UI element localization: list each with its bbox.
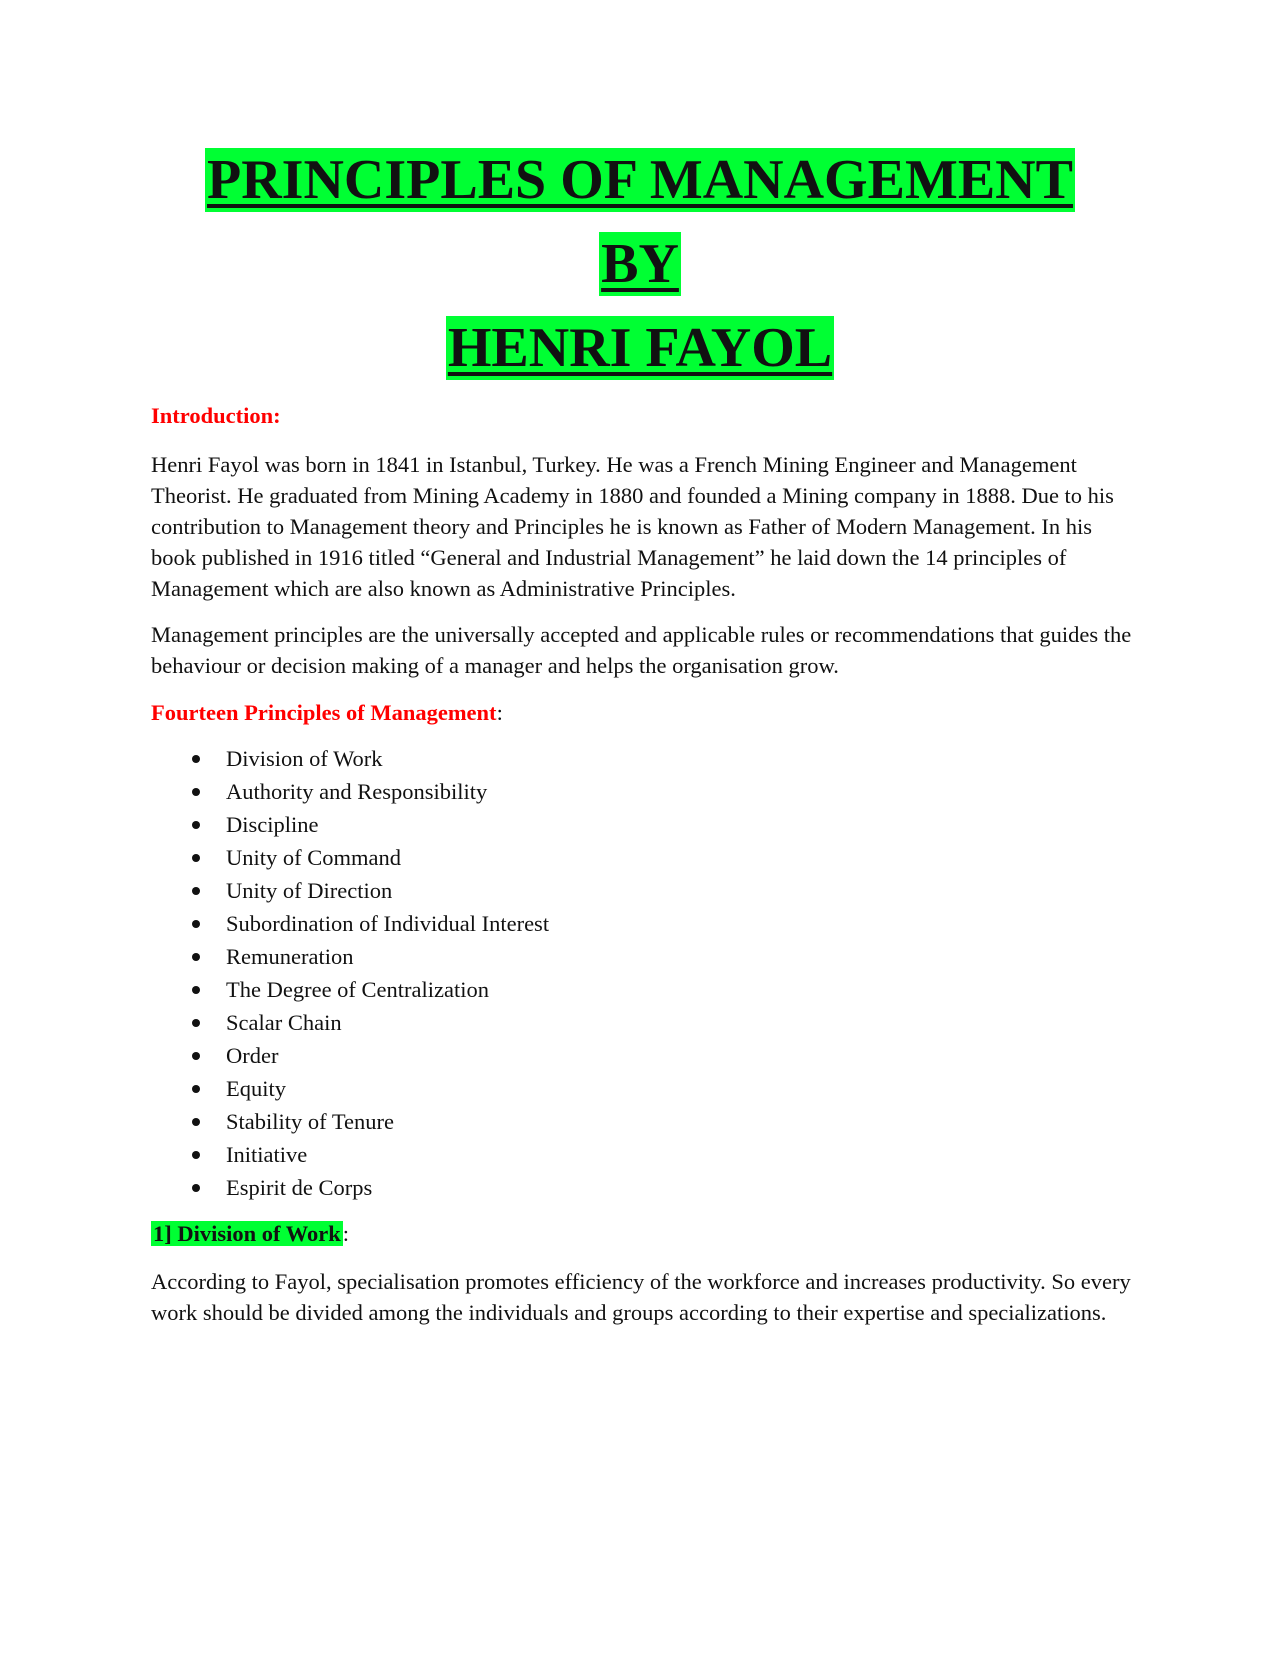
document-body — [151, 400, 1141, 1328]
principle-label: Discipline — [226, 812, 319, 837]
bullet-icon — [192, 1052, 200, 1060]
principle-list-item — [151, 1171, 1141, 1204]
principle-label: Order — [226, 1043, 279, 1068]
introduction-paragraph-1: Henri Fayol was born in 1841 in Istanbul, Turkey. He was a French Mining Engineer and Management Theorist. He graduated from Mining Academy in 1880 and founded a Mining company in 1888. Due to his contribution to Management theory and Principles he is known as Father of Modern Management. In his book published in 1916 titled “General and Industrial Management” he laid down the 14 principles of Management which are also known as Administrative Principles. — [151, 452, 1114, 601]
principle-label: Division of Work — [226, 746, 383, 771]
principle-label: Initiative — [226, 1142, 308, 1167]
title-line-2: BY — [601, 233, 679, 295]
title-line-3: HENRI FAYOL — [447, 317, 833, 379]
introduction-paragraph-2: Management principles are the universally accepted and applicable rules or recommendations that guides the behaviour or decision making of a manager and helps the organisation grow. — [151, 622, 1132, 678]
principle-list-item — [151, 742, 1141, 775]
section-1-heading-colon: : — [342, 1221, 349, 1246]
principle-label: Unity of Command — [226, 845, 401, 870]
principles-list — [151, 742, 1141, 1204]
principle-label: Equity — [226, 1076, 286, 1101]
section-1-paragraph: According to Fayol, specialisation promotes efficiency of the workforce and increases productivity. So every work should be divided among the individuals and groups according to their expertise and specializations. — [151, 1269, 1131, 1325]
bullet-icon — [192, 1085, 200, 1093]
introduction-heading: Introduction: — [151, 403, 281, 428]
principle-label: Unity of Direction — [226, 878, 393, 903]
bullet-icon — [192, 986, 200, 994]
principles-heading-colon: : — [496, 700, 503, 725]
bullet-icon — [192, 1019, 200, 1027]
introduction-section — [151, 400, 1141, 431]
principle-list-item — [151, 808, 1141, 841]
bullet-icon — [192, 887, 200, 895]
principle-label: Remuneration — [226, 944, 354, 969]
principle-list-item — [151, 973, 1141, 1006]
principle-list-item — [151, 940, 1141, 973]
bullet-icon — [192, 953, 200, 961]
principle-list-item — [151, 841, 1141, 874]
principle-list-item — [151, 1138, 1141, 1171]
bullet-icon — [192, 854, 200, 862]
bullet-icon — [192, 821, 200, 829]
principle-list-item — [151, 1072, 1141, 1105]
principles-heading-row — [151, 697, 1141, 728]
principle-list-item — [151, 1006, 1141, 1039]
principle-label: Subordination of Individual Interest — [226, 911, 550, 936]
document-title — [0, 148, 1280, 380]
principle-list-item — [151, 907, 1141, 940]
principle-label: Scalar Chain — [226, 1010, 342, 1035]
bullet-icon — [192, 788, 200, 796]
principles-heading: Fourteen Principles of Management — [151, 700, 497, 725]
principle-label: Stability of Tenure — [226, 1109, 394, 1134]
principle-list-item — [151, 1039, 1141, 1072]
principle-list-item — [151, 874, 1141, 907]
section-1-heading: 1] Division of Work — [153, 1221, 341, 1246]
bullet-icon — [192, 920, 200, 928]
principle-label: The Degree of Centralization — [226, 977, 490, 1002]
title-line-1: PRINCIPLES OF MANAGEMENT — [207, 149, 1073, 211]
bullet-icon — [192, 1184, 200, 1192]
principle-list-item — [151, 775, 1141, 808]
section-1-heading-row — [151, 1218, 1141, 1249]
principle-label: Authority and Responsibility — [226, 779, 488, 804]
principle-label: Espirit de Corps — [226, 1175, 373, 1200]
principle-list-item — [151, 1105, 1141, 1138]
bullet-icon — [192, 755, 200, 763]
bullet-icon — [192, 1118, 200, 1126]
bullet-icon — [192, 1151, 200, 1159]
